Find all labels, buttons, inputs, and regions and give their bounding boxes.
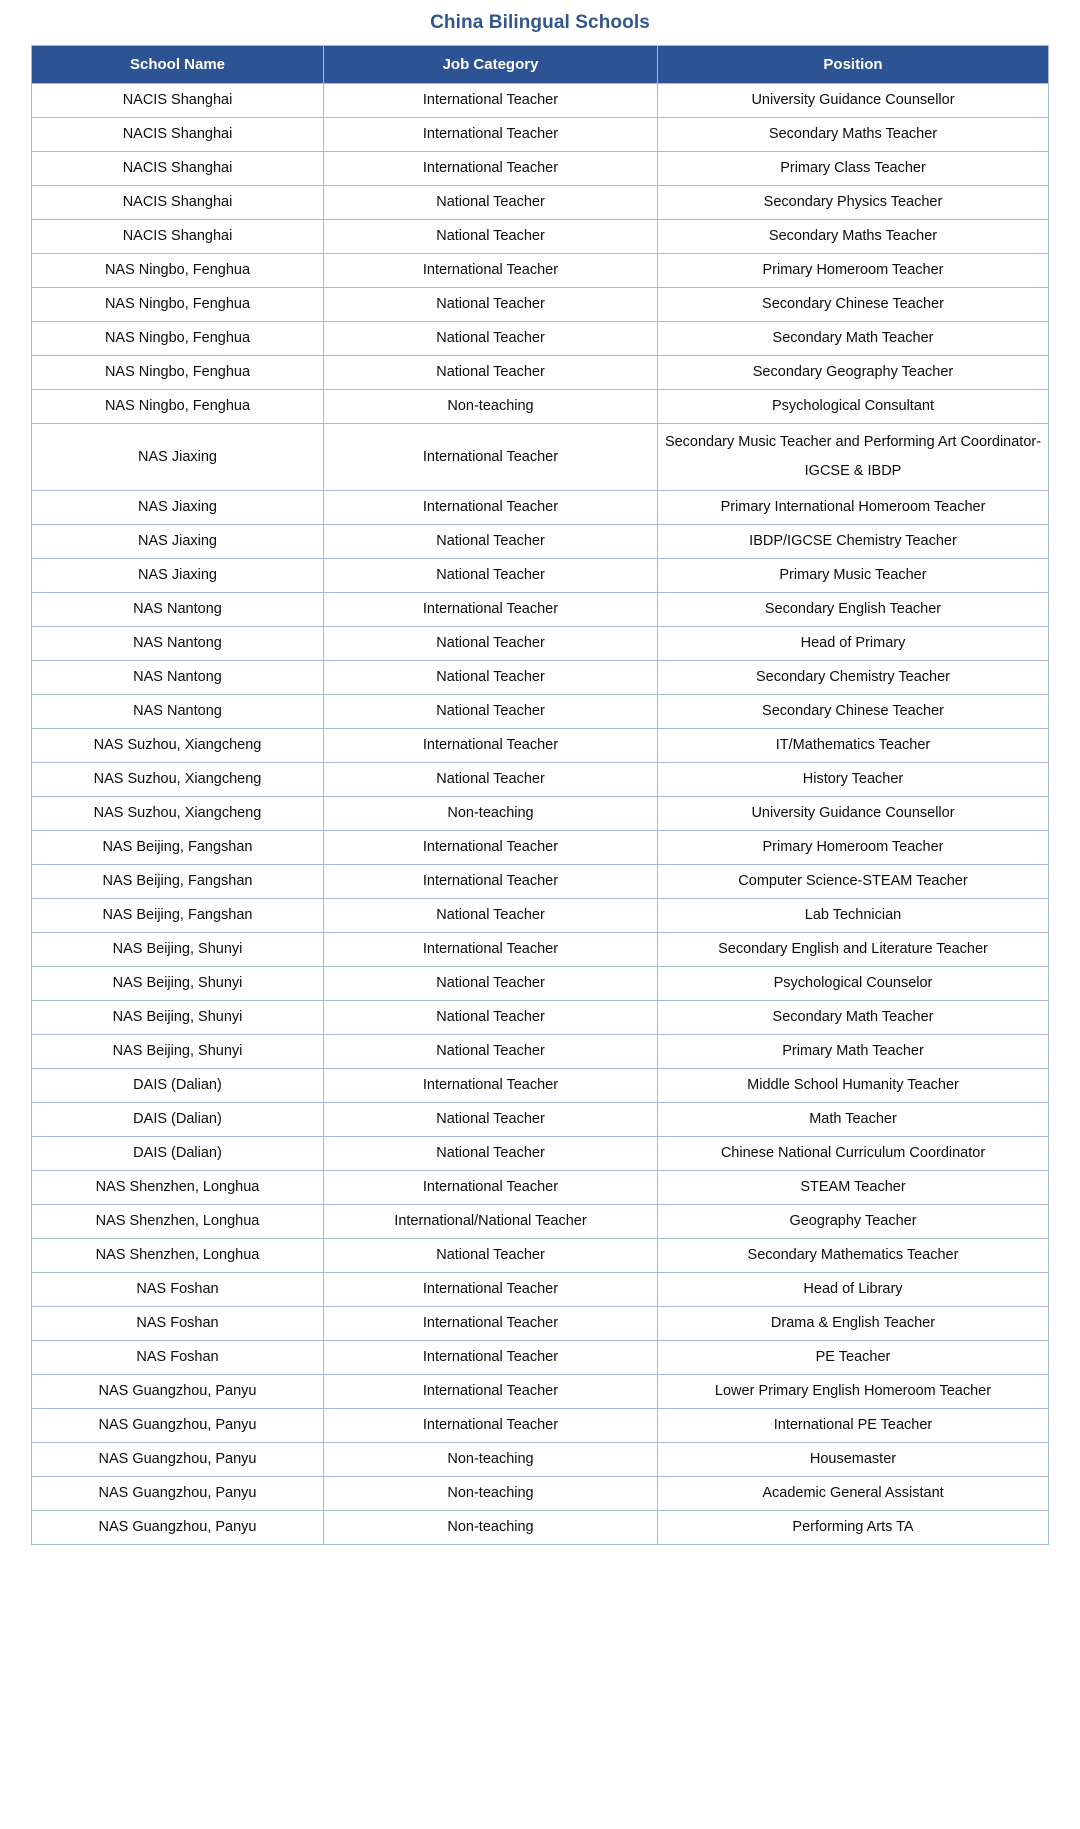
table-row — [32, 1068, 1049, 1102]
cell-position: History Teacher — [658, 762, 1049, 796]
table-row — [32, 287, 1049, 321]
cell-job-category: Non-teaching — [324, 1442, 658, 1476]
cell-job-category: International Teacher — [324, 864, 658, 898]
cell-position: Secondary Physics Teacher — [658, 185, 1049, 219]
cell-school-name: DAIS (Dalian) — [32, 1102, 324, 1136]
cell-position: Lab Technician — [658, 898, 1049, 932]
job-listings-table — [31, 45, 1049, 1545]
cell-job-category: National Teacher — [324, 660, 658, 694]
cell-school-name: NAS Jiaxing — [32, 524, 324, 558]
column-header-school-name: School Name — [32, 45, 324, 83]
cell-position: Secondary Chemistry Teacher — [658, 660, 1049, 694]
cell-school-name: NAS Suzhou, Xiangcheng — [32, 728, 324, 762]
cell-job-category: International Teacher — [324, 490, 658, 524]
cell-school-name: NACIS Shanghai — [32, 151, 324, 185]
cell-school-name: NAS Jiaxing — [32, 490, 324, 524]
cell-position: Computer Science-STEAM Teacher — [658, 864, 1049, 898]
cell-school-name: NACIS Shanghai — [32, 117, 324, 151]
cell-school-name: NAS Shenzhen, Longhua — [32, 1238, 324, 1272]
cell-school-name: NAS Jiaxing — [32, 423, 324, 490]
cell-position: Middle School Humanity Teacher — [658, 1068, 1049, 1102]
table-row — [32, 1408, 1049, 1442]
table-row — [32, 1306, 1049, 1340]
cell-school-name: NAS Beijing, Shunyi — [32, 1034, 324, 1068]
cell-school-name: NAS Beijing, Fangshan — [32, 864, 324, 898]
table-row — [32, 694, 1049, 728]
table-row — [32, 796, 1049, 830]
cell-position: Psychological Counselor — [658, 966, 1049, 1000]
cell-position: Primary Homeroom Teacher — [658, 830, 1049, 864]
cell-job-category: National Teacher — [324, 1034, 658, 1068]
table-row — [32, 762, 1049, 796]
cell-school-name: NACIS Shanghai — [32, 83, 324, 117]
cell-job-category: International Teacher — [324, 1408, 658, 1442]
cell-position: Secondary Math Teacher — [658, 321, 1049, 355]
cell-job-category: International Teacher — [324, 1170, 658, 1204]
table-row — [32, 592, 1049, 626]
cell-school-name: NAS Beijing, Shunyi — [32, 932, 324, 966]
cell-job-category: International Teacher — [324, 117, 658, 151]
cell-job-category: National Teacher — [324, 558, 658, 592]
cell-job-category: International Teacher — [324, 592, 658, 626]
cell-position: Primary Homeroom Teacher — [658, 253, 1049, 287]
cell-school-name: NAS Beijing, Shunyi — [32, 966, 324, 1000]
cell-position: Secondary Geography Teacher — [658, 355, 1049, 389]
cell-school-name: DAIS (Dalian) — [32, 1136, 324, 1170]
cell-job-category: National Teacher — [324, 762, 658, 796]
cell-job-category: National Teacher — [324, 1238, 658, 1272]
cell-position: Secondary English and Literature Teacher — [658, 932, 1049, 966]
cell-position: Geography Teacher — [658, 1204, 1049, 1238]
cell-position: Chinese National Curriculum Coordinator — [658, 1136, 1049, 1170]
cell-position: Secondary Music Teacher and Performing Art Coordinator- IGCSE & IBDP — [658, 423, 1049, 490]
table-row — [32, 321, 1049, 355]
cell-school-name: NAS Guangzhou, Panyu — [32, 1510, 324, 1544]
cell-school-name: NAS Ningbo, Fenghua — [32, 287, 324, 321]
cell-school-name: NACIS Shanghai — [32, 185, 324, 219]
cell-position: Secondary English Teacher — [658, 592, 1049, 626]
cell-position: Academic General Assistant — [658, 1476, 1049, 1510]
table-row — [32, 1374, 1049, 1408]
cell-job-category: National Teacher — [324, 966, 658, 1000]
cell-job-category: National Teacher — [324, 1000, 658, 1034]
cell-school-name: NAS Ningbo, Fenghua — [32, 355, 324, 389]
table-row — [32, 558, 1049, 592]
cell-job-category: National Teacher — [324, 321, 658, 355]
cell-job-category: International Teacher — [324, 1068, 658, 1102]
cell-job-category: National Teacher — [324, 694, 658, 728]
cell-job-category: International Teacher — [324, 151, 658, 185]
cell-job-category: International Teacher — [324, 728, 658, 762]
cell-job-category: National Teacher — [324, 219, 658, 253]
table-row — [32, 1170, 1049, 1204]
table-row — [32, 355, 1049, 389]
cell-school-name: NAS Guangzhou, Panyu — [32, 1408, 324, 1442]
column-header-position: Position — [658, 45, 1049, 83]
table-row — [32, 83, 1049, 117]
cell-school-name: NAS Jiaxing — [32, 558, 324, 592]
table-row — [32, 932, 1049, 966]
cell-school-name: NAS Ningbo, Fenghua — [32, 321, 324, 355]
table-row — [32, 389, 1049, 423]
table-row — [32, 151, 1049, 185]
cell-job-category: International Teacher — [324, 83, 658, 117]
table-row — [32, 864, 1049, 898]
table-row — [32, 1476, 1049, 1510]
cell-school-name: NAS Beijing, Fangshan — [32, 898, 324, 932]
cell-school-name: NAS Beijing, Fangshan — [32, 830, 324, 864]
table-row — [32, 660, 1049, 694]
table-row — [32, 966, 1049, 1000]
cell-position: Secondary Maths Teacher — [658, 219, 1049, 253]
cell-position: Primary Music Teacher — [658, 558, 1049, 592]
table-header — [32, 45, 1049, 83]
cell-position: Performing Arts TA — [658, 1510, 1049, 1544]
cell-school-name: NACIS Shanghai — [32, 219, 324, 253]
cell-position: Drama & English Teacher — [658, 1306, 1049, 1340]
cell-school-name: NAS Nantong — [32, 626, 324, 660]
cell-position: Lower Primary English Homeroom Teacher — [658, 1374, 1049, 1408]
cell-school-name: NAS Guangzhou, Panyu — [32, 1374, 324, 1408]
cell-job-category: National Teacher — [324, 287, 658, 321]
table-row — [32, 490, 1049, 524]
cell-job-category: National Teacher — [324, 1136, 658, 1170]
cell-job-category: Non-teaching — [324, 389, 658, 423]
cell-position: University Guidance Counsellor — [658, 796, 1049, 830]
cell-job-category: Non-teaching — [324, 796, 658, 830]
cell-job-category: International/National Teacher — [324, 1204, 658, 1238]
cell-position: International PE Teacher — [658, 1408, 1049, 1442]
table-row — [32, 1510, 1049, 1544]
table-row — [32, 117, 1049, 151]
cell-position: PE Teacher — [658, 1340, 1049, 1374]
cell-job-category: National Teacher — [324, 626, 658, 660]
cell-position: Secondary Maths Teacher — [658, 117, 1049, 151]
cell-school-name: NAS Shenzhen, Longhua — [32, 1170, 324, 1204]
cell-school-name: NAS Ningbo, Fenghua — [32, 253, 324, 287]
table-row — [32, 423, 1049, 490]
cell-school-name: NAS Foshan — [32, 1272, 324, 1306]
cell-position: STEAM Teacher — [658, 1170, 1049, 1204]
cell-school-name: NAS Suzhou, Xiangcheng — [32, 762, 324, 796]
cell-position: Head of Primary — [658, 626, 1049, 660]
cell-position: Math Teacher — [658, 1102, 1049, 1136]
cell-job-category: National Teacher — [324, 524, 658, 558]
cell-job-category: National Teacher — [324, 1102, 658, 1136]
column-header-job-category: Job Category — [324, 45, 658, 83]
cell-position: Secondary Math Teacher — [658, 1000, 1049, 1034]
cell-school-name: NAS Foshan — [32, 1340, 324, 1374]
cell-position: Primary International Homeroom Teacher — [658, 490, 1049, 524]
cell-job-category: Non-teaching — [324, 1510, 658, 1544]
cell-job-category: International Teacher — [324, 1340, 658, 1374]
cell-school-name: NAS Guangzhou, Panyu — [32, 1442, 324, 1476]
cell-school-name: NAS Nantong — [32, 694, 324, 728]
cell-job-category: National Teacher — [324, 355, 658, 389]
table-row — [32, 1340, 1049, 1374]
table-container — [31, 45, 1048, 1545]
cell-job-category: National Teacher — [324, 185, 658, 219]
table-row — [32, 728, 1049, 762]
table-header-row — [32, 45, 1049, 83]
table-body — [32, 83, 1049, 1544]
cell-school-name: DAIS (Dalian) — [32, 1068, 324, 1102]
cell-job-category: International Teacher — [324, 932, 658, 966]
cell-school-name: NAS Foshan — [32, 1306, 324, 1340]
table-row — [32, 219, 1049, 253]
cell-position: Housemaster — [658, 1442, 1049, 1476]
cell-job-category: International Teacher — [324, 1374, 658, 1408]
cell-position: Primary Math Teacher — [658, 1034, 1049, 1068]
table-row — [32, 1204, 1049, 1238]
cell-job-category: International Teacher — [324, 1272, 658, 1306]
cell-job-category: International Teacher — [324, 253, 658, 287]
table-row — [32, 1272, 1049, 1306]
cell-school-name: NAS Suzhou, Xiangcheng — [32, 796, 324, 830]
table-row — [32, 830, 1049, 864]
cell-school-name: NAS Guangzhou, Panyu — [32, 1476, 324, 1510]
table-row — [32, 1000, 1049, 1034]
cell-position: IT/Mathematics Teacher — [658, 728, 1049, 762]
table-row — [32, 253, 1049, 287]
cell-job-category: Non-teaching — [324, 1476, 658, 1510]
cell-position: Head of Library — [658, 1272, 1049, 1306]
table-row — [32, 898, 1049, 932]
cell-school-name: NAS Ningbo, Fenghua — [32, 389, 324, 423]
table-row — [32, 1034, 1049, 1068]
cell-position: Primary Class Teacher — [658, 151, 1049, 185]
cell-position: IBDP/IGCSE Chemistry Teacher — [658, 524, 1049, 558]
cell-position: Secondary Chinese Teacher — [658, 694, 1049, 728]
cell-school-name: NAS Nantong — [32, 592, 324, 626]
cell-position: University Guidance Counsellor — [658, 83, 1049, 117]
page-title: China Bilingual Schools — [430, 12, 650, 33]
table-row — [32, 1238, 1049, 1272]
table-row — [32, 1442, 1049, 1476]
cell-job-category: National Teacher — [324, 898, 658, 932]
cell-job-category: International Teacher — [324, 1306, 658, 1340]
cell-position: Secondary Mathematics Teacher — [658, 1238, 1049, 1272]
table-row — [32, 524, 1049, 558]
cell-school-name: NAS Shenzhen, Longhua — [32, 1204, 324, 1238]
table-row — [32, 1102, 1049, 1136]
cell-job-category: International Teacher — [324, 423, 658, 490]
cell-school-name: NAS Nantong — [32, 660, 324, 694]
cell-position: Secondary Chinese Teacher — [658, 287, 1049, 321]
cell-job-category: International Teacher — [324, 830, 658, 864]
cell-school-name: NAS Beijing, Shunyi — [32, 1000, 324, 1034]
table-row — [32, 1136, 1049, 1170]
cell-position: Psychological Consultant — [658, 389, 1049, 423]
table-row — [32, 626, 1049, 660]
table-row — [32, 185, 1049, 219]
